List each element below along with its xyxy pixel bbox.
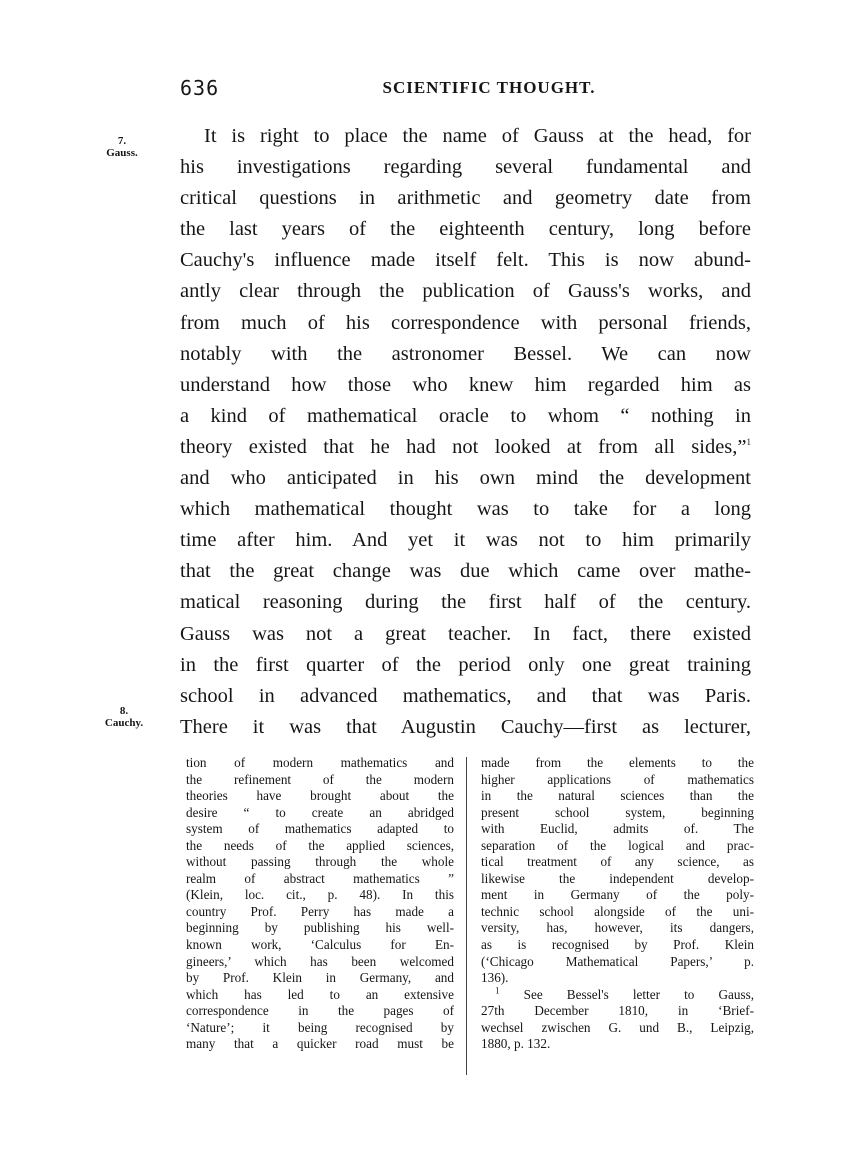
footnote-line: (‘Chicago Mathematical Papers,’ p. <box>481 953 754 969</box>
footnote-line: correspondence in the pages of <box>186 1003 454 1019</box>
margin-note-number: 7. <box>117 135 127 147</box>
footnote-1-line <box>481 987 754 1004</box>
footnote-line: desire “ to create an abridged <box>186 804 454 820</box>
footnote-line: which has led to an extensive <box>186 986 454 1002</box>
body-line: antly clear through the publication of Gauss's works, and <box>180 280 751 303</box>
margin-note-number: 8. <box>119 705 129 717</box>
body-line: understand how those who knew him regarded him as <box>180 373 751 396</box>
body-line: and who anticipated in his own mind the development <box>180 467 751 490</box>
footnote-marker: 1 <box>746 437 751 448</box>
body-line: time after him. And yet it was not to him primarily <box>180 529 751 552</box>
running-title: SCIENTIFIC THOUGHT. <box>382 78 596 97</box>
margin-note-gauss <box>102 135 142 159</box>
body-line: Gauss was not a great teacher. In fact, there existed <box>180 622 751 645</box>
body-line: Cauchy's influence made itself felt. This is now abund- <box>180 249 751 272</box>
footnote-line: wechsel zwischen G. und B., Leipzig, <box>481 1019 754 1035</box>
body-line: school in advanced mathematics, and that was Paris. <box>180 684 751 707</box>
margin-note-label: Gauss. <box>106 147 138 159</box>
footnote-line: gineers,’ which has been welcomed <box>186 953 454 969</box>
page-number: 636 <box>180 76 220 100</box>
footnote-line: beginning by publishing his well- <box>186 920 454 936</box>
footnote-line: likewise the independent develop- <box>481 870 754 886</box>
footnote-line: country Prof. Perry has made a <box>186 903 454 919</box>
footnote-line: by Prof. Klein in Germany, and <box>186 970 454 986</box>
page-header <box>180 76 750 104</box>
footnote-1-text: See Bessel's letter to Gauss, <box>523 986 755 1002</box>
footnote-line: made from the elements to the <box>481 755 754 770</box>
footnote-line: present school system, beginning <box>481 804 754 820</box>
column-divider <box>466 757 467 1075</box>
body-line: critical questions in arithmetic and geometry date from <box>180 187 751 210</box>
footnote-line: technic school alongside of the uni- <box>481 903 754 919</box>
footnote-line: theories have brought about the <box>186 788 454 804</box>
footnote-line: with Euclid, admits of. The <box>481 821 754 837</box>
body-line: It is right to place the name of Gauss at the head, for <box>204 125 751 147</box>
body-line: notably with the astronomer Bessel. We can now <box>180 342 751 365</box>
footnote-line: ment in Germany of the poly- <box>481 887 754 903</box>
margin-note-cauchy <box>98 705 150 729</box>
footnote-column-right <box>481 755 754 1053</box>
footnote-line: higher applications of mathematics <box>481 771 754 787</box>
footnote-line: tion of modern mathematics and <box>186 755 454 770</box>
footnote-line: as is recognised by Prof. Klein <box>481 937 754 953</box>
footnote-line: tical treatment of any science, as <box>481 854 754 870</box>
footnote-line: in the natural sciences than the <box>481 788 754 804</box>
footnote-line: 27th December 1810, in ‘Brief- <box>481 1003 754 1019</box>
body-line: There it was that Augustin Cauchy—first as lecturer, <box>180 715 751 738</box>
footnote-marker: 1 <box>495 985 500 996</box>
footnote-line: the needs of the applied sciences, <box>186 837 454 853</box>
footnote-line: 136). <box>481 970 509 986</box>
body-line: that the great change was due which came over mathe- <box>180 560 751 583</box>
footnote-line: separation of the logical and prac- <box>481 837 754 853</box>
body-line: his investigations regarding several fundamental and <box>180 156 751 179</box>
footnote-line: realm of abstract mathematics ” <box>186 870 454 886</box>
body-line: in the first quarter of the period only one great training <box>180 653 751 676</box>
body-line: matical reasoning during the first half of the century. <box>180 591 751 614</box>
body-line-with-footnote <box>180 432 751 463</box>
footnotes <box>186 755 755 1080</box>
body-line: the last years of the eighteenth century, long before <box>180 218 751 241</box>
margin-note-label: Cauchy. <box>104 717 144 729</box>
footnote-line: ‘Nature’; it being recognised by <box>186 1019 454 1035</box>
body-line: a kind of mathematical oracle to whom “ nothing in <box>180 404 751 427</box>
footnote-line: known work, ‘Calculus for En- <box>186 937 454 953</box>
body-line-text: theory existed that he had not looked at from all sides,” <box>180 435 747 458</box>
footnote-line: the refinement of the modern <box>186 771 454 787</box>
footnote-line: without passing through the whole <box>186 854 454 870</box>
footnote-line: many that a quicker road must be <box>186 1036 454 1052</box>
footnote-line: versity, has, however, its dangers, <box>481 920 754 936</box>
footnote-line: (Klein, loc. cit., p. 48). In this <box>186 887 454 903</box>
footnote-line: 1880, p. 132. <box>481 1036 551 1052</box>
body-line: which mathematical thought was to take for a long <box>180 498 751 521</box>
body-paragraph <box>180 121 751 743</box>
body-line: from much of his correspondence with personal friends, <box>180 311 751 334</box>
footnote-line: system of mathematics adapted to <box>186 821 454 837</box>
footnote-column-left <box>186 755 454 1053</box>
